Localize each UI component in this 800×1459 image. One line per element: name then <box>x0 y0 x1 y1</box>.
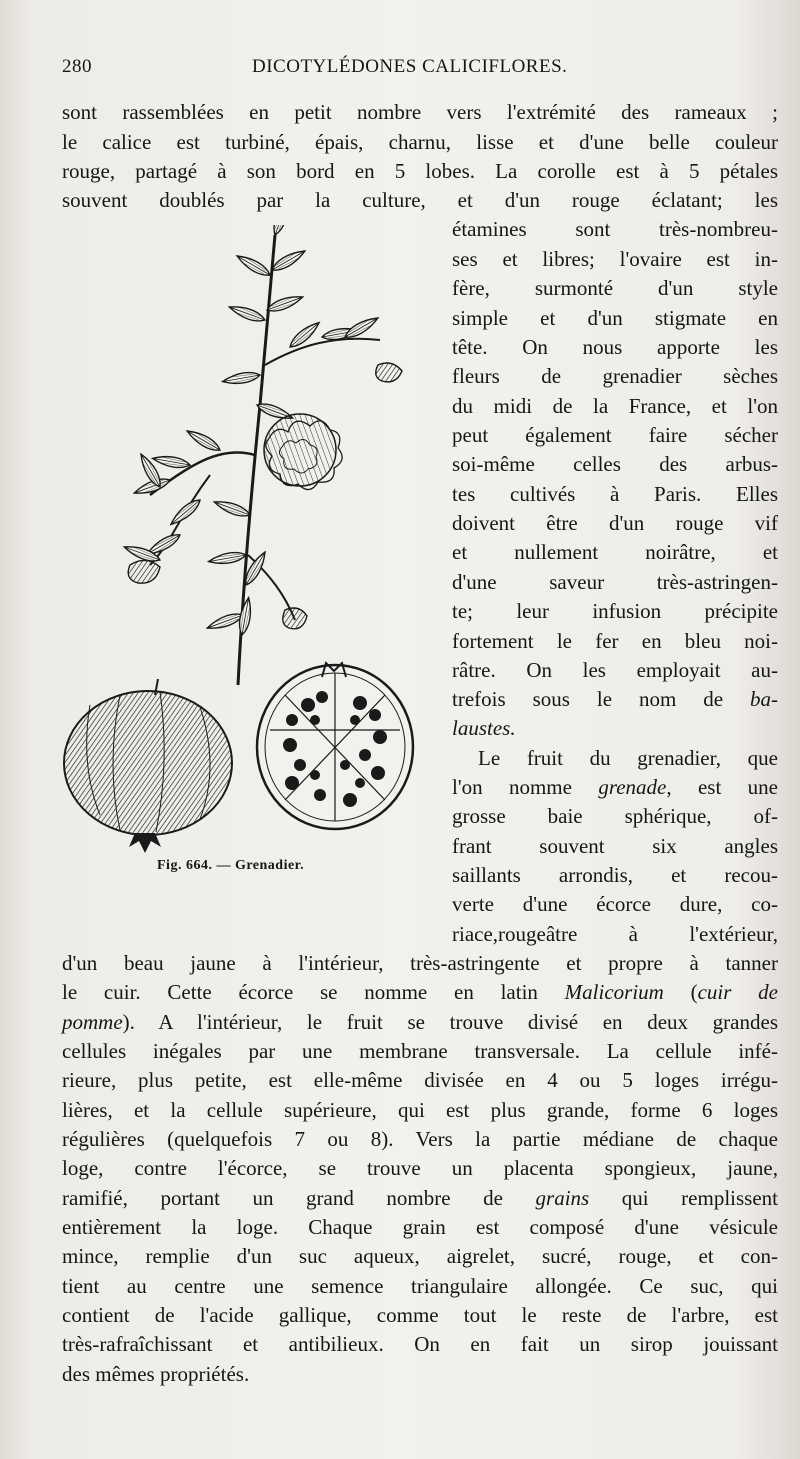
text-line: le cuir. Cette écorce se nomme en latin Malicorium (cuir de <box>62 980 778 1004</box>
flower-drawing <box>264 414 342 490</box>
text-line: régulières (quelquefois 7 ou 8). Vers la partie médiane de chaque <box>62 1127 778 1151</box>
text-line: simple et d'un stigmate en <box>452 306 778 330</box>
cut-fruit-drawing <box>257 663 413 829</box>
text-line: soi-même celles des arbus- <box>452 452 778 476</box>
branch-drawing <box>123 225 402 685</box>
text-line: sont rassemblées en petit nombre vers l'extrémité des rameaux ; <box>62 100 778 124</box>
text-line: le calice est turbiné, épais, charnu, lisse et d'une belle couleur <box>62 130 778 154</box>
text-line: fère, surmonté d'un style <box>452 276 778 300</box>
text-line: lières, et la cellule supérieure, qui est plus grande, forme 6 loges <box>62 1098 778 1122</box>
flower-bud-drawing <box>128 363 402 629</box>
text-line: mince, remplie d'un suc aqueux, aigrelet, sucré, rouge, et con- <box>62 1244 778 1268</box>
figure-caption: Fig. 664. — Grenadier. <box>157 858 305 873</box>
text-line: très-rafraîchissant et antibilieux. On en fait un sirop jouissant <box>62 1332 778 1356</box>
text-line: d'une saveur très-astringen- <box>452 570 778 594</box>
text-line: souvent doublés par la culture, et d'un rouge éclatant; les <box>62 188 778 212</box>
text-line: grosse baie sphérique, of- <box>452 804 778 828</box>
text-line: d'un beau jaune à l'intérieur, très-astringente et propre à tanner <box>62 951 778 975</box>
text-line: doivent être d'un rouge vif <box>452 511 778 535</box>
pomegranate-engraving <box>60 225 445 875</box>
text-line: râtre. On les employait au- <box>452 658 778 682</box>
page-number: 280 <box>62 56 92 77</box>
text-line: fortement le fer en bleu noi- <box>452 629 778 653</box>
text-line: du midi de la France, et l'on <box>452 394 778 418</box>
text-line: saillants arrondis, et recou- <box>452 863 778 887</box>
text-line: tient au centre une semence triangulaire allongée. Ce suc, qui <box>62 1274 778 1298</box>
text-line: l'on nomme grenade, est une <box>452 775 778 799</box>
text-line: et nullement noirâtre, et <box>452 540 778 564</box>
text-line: laustes. <box>452 716 516 740</box>
text-line: pomme). A l'intérieur, le fruit se trouve divisé en deux grandes <box>62 1010 778 1034</box>
text-line: contient de l'acide gallique, comme tout le reste de l'arbre, est <box>62 1303 778 1327</box>
text-line: Le fruit du grenadier, que <box>478 746 778 770</box>
page-header <box>62 56 762 86</box>
running-head: DICOTYLÉDONES CALICIFLORES. <box>252 56 568 77</box>
text-line: rouge, partagé à son bord en 5 lobes. La corolle est à 5 pétales <box>62 159 778 183</box>
text-line: ramifié, portant un grand nombre de grains qui remplissent <box>62 1186 778 1210</box>
text-line: tes cultivés à Paris. Elles <box>452 482 778 506</box>
text-line: verte d'une écorce dure, co- <box>452 892 778 916</box>
text-line: peut également faire sécher <box>452 423 778 447</box>
text-line: fleurs de grenadier sèches <box>452 364 778 388</box>
whole-fruit-drawing <box>64 679 232 853</box>
text-line: entièrement la loge. Chaque grain est composé d'une vésicule <box>62 1215 778 1239</box>
text-line: riace,rougeâtre à l'extérieur, <box>452 922 778 946</box>
text-line: te; leur infusion précipite <box>452 599 778 623</box>
text-line: trefois sous le nom de ba- <box>452 687 778 711</box>
text-line: rieure, plus petite, est elle-même divisée en 4 ou 5 loges irrégu- <box>62 1068 778 1092</box>
text-line: loge, contre l'écorce, se trouve un placenta spongieux, jaune, <box>62 1156 778 1180</box>
text-line: étamines sont très-nombreu- <box>452 217 778 241</box>
text-line: frant souvent six angles <box>452 834 778 858</box>
text-line: des mêmes propriétés. <box>62 1362 250 1386</box>
text-line: cellules inégales par une membrane transversale. La cellule infé- <box>62 1039 778 1063</box>
text-line: tête. On nous apporte les <box>452 335 778 359</box>
text-line: ses et libres; l'ovaire est in- <box>452 247 778 271</box>
